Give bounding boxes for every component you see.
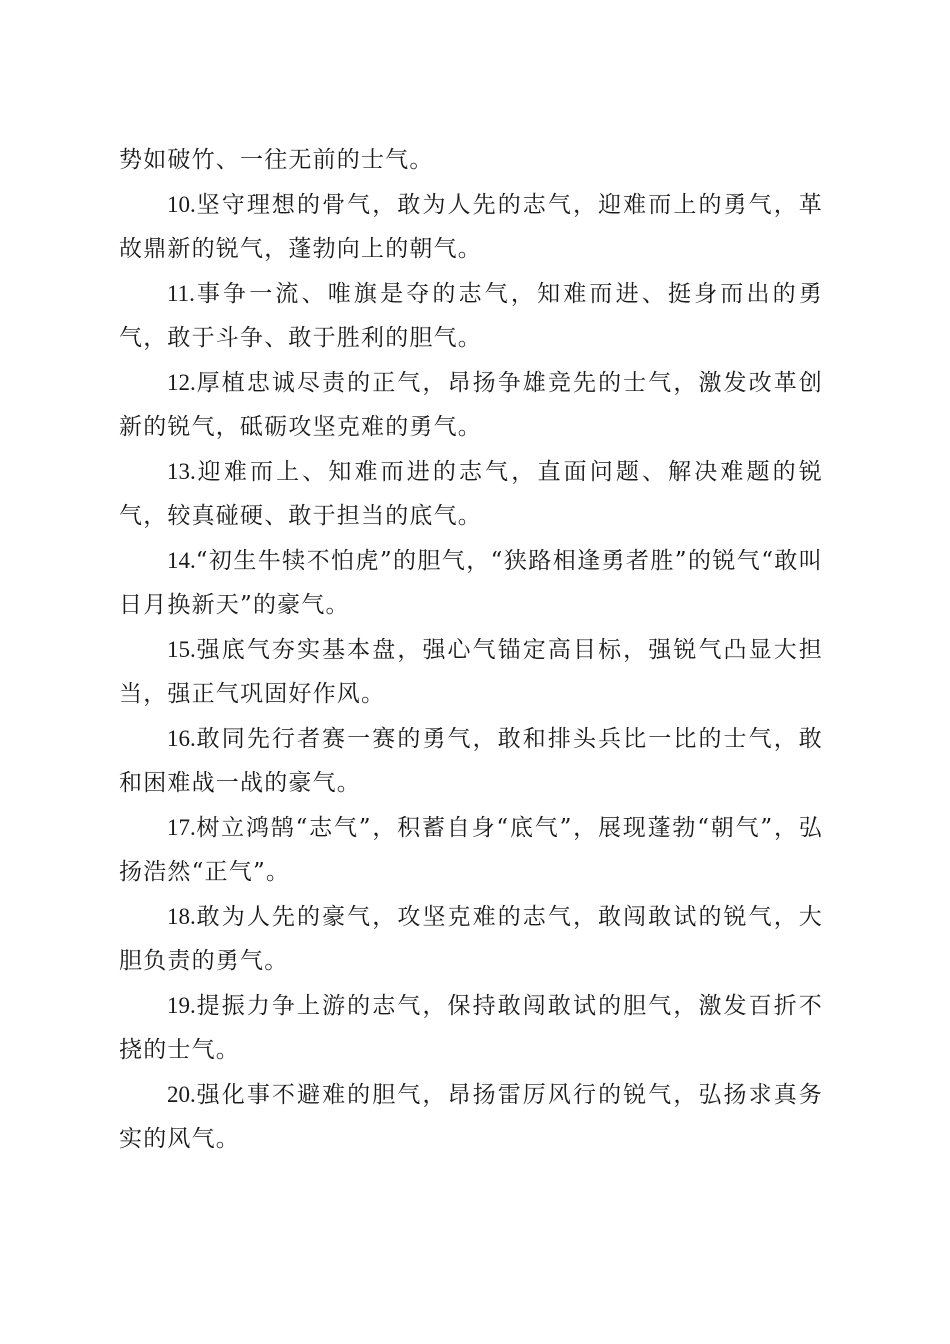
list-item — [119, 628, 823, 717]
item-number: 12. — [167, 369, 196, 395]
document-body — [119, 138, 823, 1162]
list-item — [119, 361, 823, 450]
item-text: 事争一流、唯旗是夺的志气，知难而进、挺身而出的勇气，敢于斗争、敢于胜利的胆气。 — [119, 280, 823, 351]
list-item — [119, 895, 823, 984]
list-item — [119, 806, 823, 895]
item-text: “初生牛犊不怕虎”的胆气，“狭路相逢勇者胜”的锐气“敢叫日月换新天”的豪气。 — [119, 547, 823, 618]
list-item — [119, 183, 823, 272]
item-number: 11. — [167, 280, 195, 306]
item-number: 20. — [167, 1081, 196, 1107]
item-number: 16. — [167, 725, 196, 751]
item-number: 14. — [167, 547, 196, 573]
list-item — [119, 1073, 823, 1162]
item-number: 18. — [167, 903, 196, 929]
item-number: 15. — [167, 636, 196, 662]
list-item — [119, 272, 823, 361]
continuation-paragraph — [119, 138, 823, 183]
item-number: 17. — [167, 814, 196, 840]
item-text: 树立鸿鹄“志气”，积蓄自身“底气”，展现蓬勃“朝气”，弘扬浩然“正气”。 — [119, 814, 823, 885]
item-text: 坚守理想的骨气，敢为人先的志气，迎难而上的勇气，革故鼎新的锐气，蓬勃向上的朝气。 — [119, 191, 823, 262]
list-item — [119, 984, 823, 1073]
item-text: 强化事不避难的胆气，昂扬雷厉风行的锐气，弘扬求真务实的风气。 — [119, 1081, 823, 1152]
item-number: 19. — [167, 992, 196, 1018]
item-text: 迎难而上、知难而进的志气，直面问题、解决难题的锐气，较真碰硬、敢于担当的底气。 — [119, 458, 823, 529]
list-item — [119, 450, 823, 539]
item-text: 敢为人先的豪气，攻坚克难的志气，敢闯敢试的锐气，大胆负责的勇气。 — [119, 903, 823, 974]
paragraph-text: 势如破竹、一往无前的士气。 — [119, 147, 434, 173]
item-text: 强底气夯实基本盘，强心气锚定高目标，强锐气凸显大担当，强正气巩固好作风。 — [119, 636, 823, 707]
list-item — [119, 717, 823, 806]
item-number: 10. — [167, 191, 196, 217]
item-text: 提振力争上游的志气，保持敢闯敢试的胆气，激发百折不挠的士气。 — [119, 992, 823, 1063]
item-number: 13. — [167, 458, 196, 484]
item-text: 敢同先行者赛一赛的勇气，敢和排头兵比一比的士气，敢和困难战一战的豪气。 — [119, 725, 823, 796]
item-text: 厚植忠诚尽责的正气，昂扬争雄竞先的士气，激发改革创新的锐气，砥砺攻坚克难的勇气。 — [119, 369, 823, 440]
list-item — [119, 539, 823, 628]
